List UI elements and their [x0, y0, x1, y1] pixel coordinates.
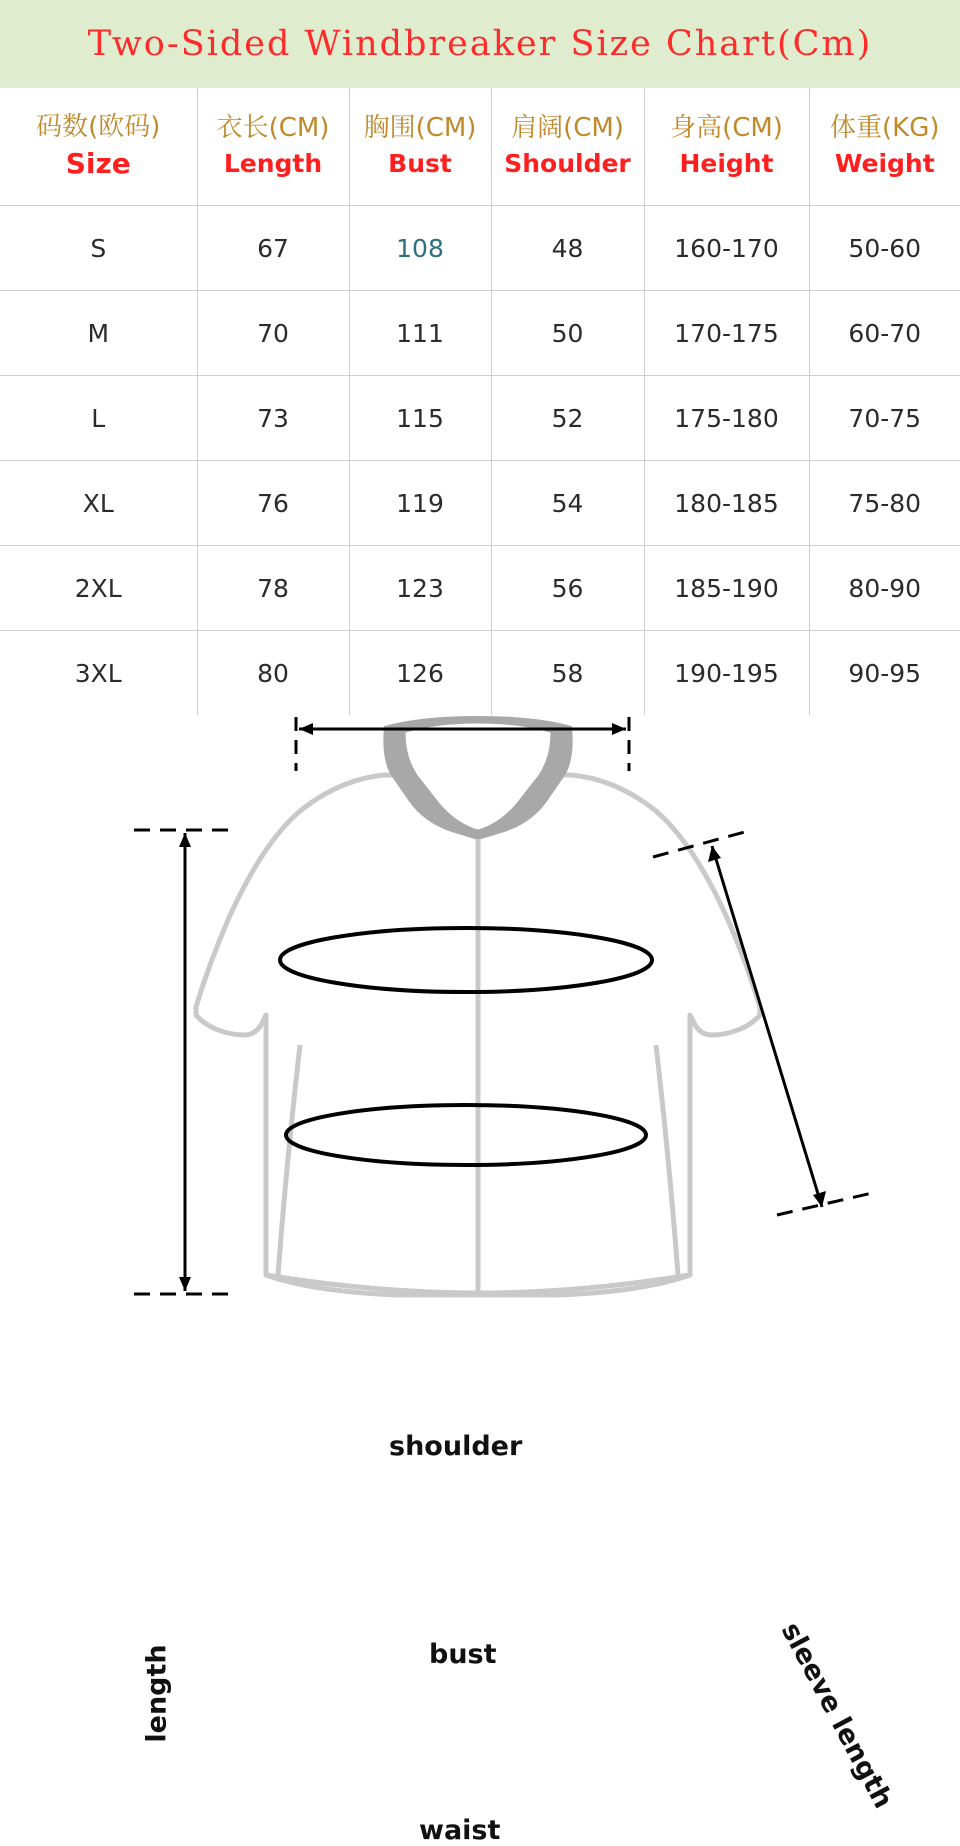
cell-shoulder: 50: [491, 291, 644, 376]
cell-length: 80: [197, 631, 349, 716]
cell-shoulder: 52: [491, 376, 644, 461]
cell-bust: 115: [349, 376, 491, 461]
table-row: [0, 631, 960, 716]
cell-bust: 108: [349, 206, 491, 291]
table-header-row: [0, 88, 960, 206]
cell-size: 2XL: [0, 546, 197, 631]
cell-size: L: [0, 376, 197, 461]
table-row: [0, 206, 960, 291]
cell-length: 73: [197, 376, 349, 461]
cell-weight: 75-80: [809, 461, 960, 546]
page-title: Two-Sided Windbreaker Size Chart(Cm): [88, 24, 872, 64]
length-measure: [134, 830, 232, 1294]
table-row: [0, 546, 960, 631]
label-length: length: [142, 1644, 173, 1742]
cell-size: XL: [0, 461, 197, 546]
title-banner: [0, 0, 960, 88]
column-header-length-en: Length: [198, 149, 349, 180]
column-header-height: [644, 88, 809, 206]
cell-weight: 90-95: [809, 631, 960, 716]
label-bust: bust: [429, 1639, 497, 1670]
cell-length: 70: [197, 291, 349, 376]
label-waist: waist: [419, 1815, 500, 1846]
cell-weight: 80-90: [809, 546, 960, 631]
cell-bust: 123: [349, 546, 491, 631]
cell-height: 190-195: [644, 631, 809, 716]
label-sleeve-length: sleeve length: [775, 1617, 899, 1813]
cell-height: 185-190: [644, 546, 809, 631]
column-header-weight: [809, 88, 960, 206]
cell-length: 76: [197, 461, 349, 546]
column-header-shoulder: [491, 88, 644, 206]
cell-weight: 70-75: [809, 376, 960, 461]
column-header-length: [197, 88, 349, 206]
cell-size: S: [0, 206, 197, 291]
cell-height: 175-180: [644, 376, 809, 461]
column-header-shoulder-en: Shoulder: [492, 149, 644, 180]
column-header-size-en: Size: [0, 147, 197, 181]
column-header-weight-cn: 体重(KG): [810, 113, 960, 145]
cell-height: 180-185: [644, 461, 809, 546]
table-row: [0, 291, 960, 376]
table-row: [0, 461, 960, 546]
column-header-bust: [349, 88, 491, 206]
jacket-diagram-svg: [0, 715, 960, 1303]
column-header-height-cn: 身高(CM): [645, 113, 809, 145]
column-header-length-cn: 衣长(CM): [198, 113, 349, 145]
column-header-weight-en: Weight: [810, 149, 960, 180]
cell-size: 3XL: [0, 631, 197, 716]
cell-shoulder: 54: [491, 461, 644, 546]
cell-bust: 111: [349, 291, 491, 376]
cell-length: 78: [197, 546, 349, 631]
cell-shoulder: 48: [491, 206, 644, 291]
label-shoulder: shoulder: [389, 1431, 522, 1462]
column-header-shoulder-cn: 肩阔(CM): [492, 113, 644, 145]
cell-bust: 119: [349, 461, 491, 546]
column-header-size: [0, 88, 197, 206]
cell-height: 160-170: [644, 206, 809, 291]
cell-weight: 60-70: [809, 291, 960, 376]
cell-weight: 50-60: [809, 206, 960, 291]
column-header-bust-cn: 胸围(CM): [350, 113, 491, 145]
cell-size: M: [0, 291, 197, 376]
cell-shoulder: 56: [491, 546, 644, 631]
cell-height: 170-175: [644, 291, 809, 376]
measurement-diagram: [0, 715, 960, 1303]
size-chart-table: [0, 88, 960, 715]
column-header-bust-en: Bust: [350, 149, 491, 180]
column-header-height-en: Height: [645, 149, 809, 180]
table-row: [0, 376, 960, 461]
cell-bust: 126: [349, 631, 491, 716]
cell-shoulder: 58: [491, 631, 644, 716]
jacket-illustration: [196, 717, 760, 1295]
cell-length: 67: [197, 206, 349, 291]
column-header-size-cn: 码数(欧码): [0, 112, 197, 144]
